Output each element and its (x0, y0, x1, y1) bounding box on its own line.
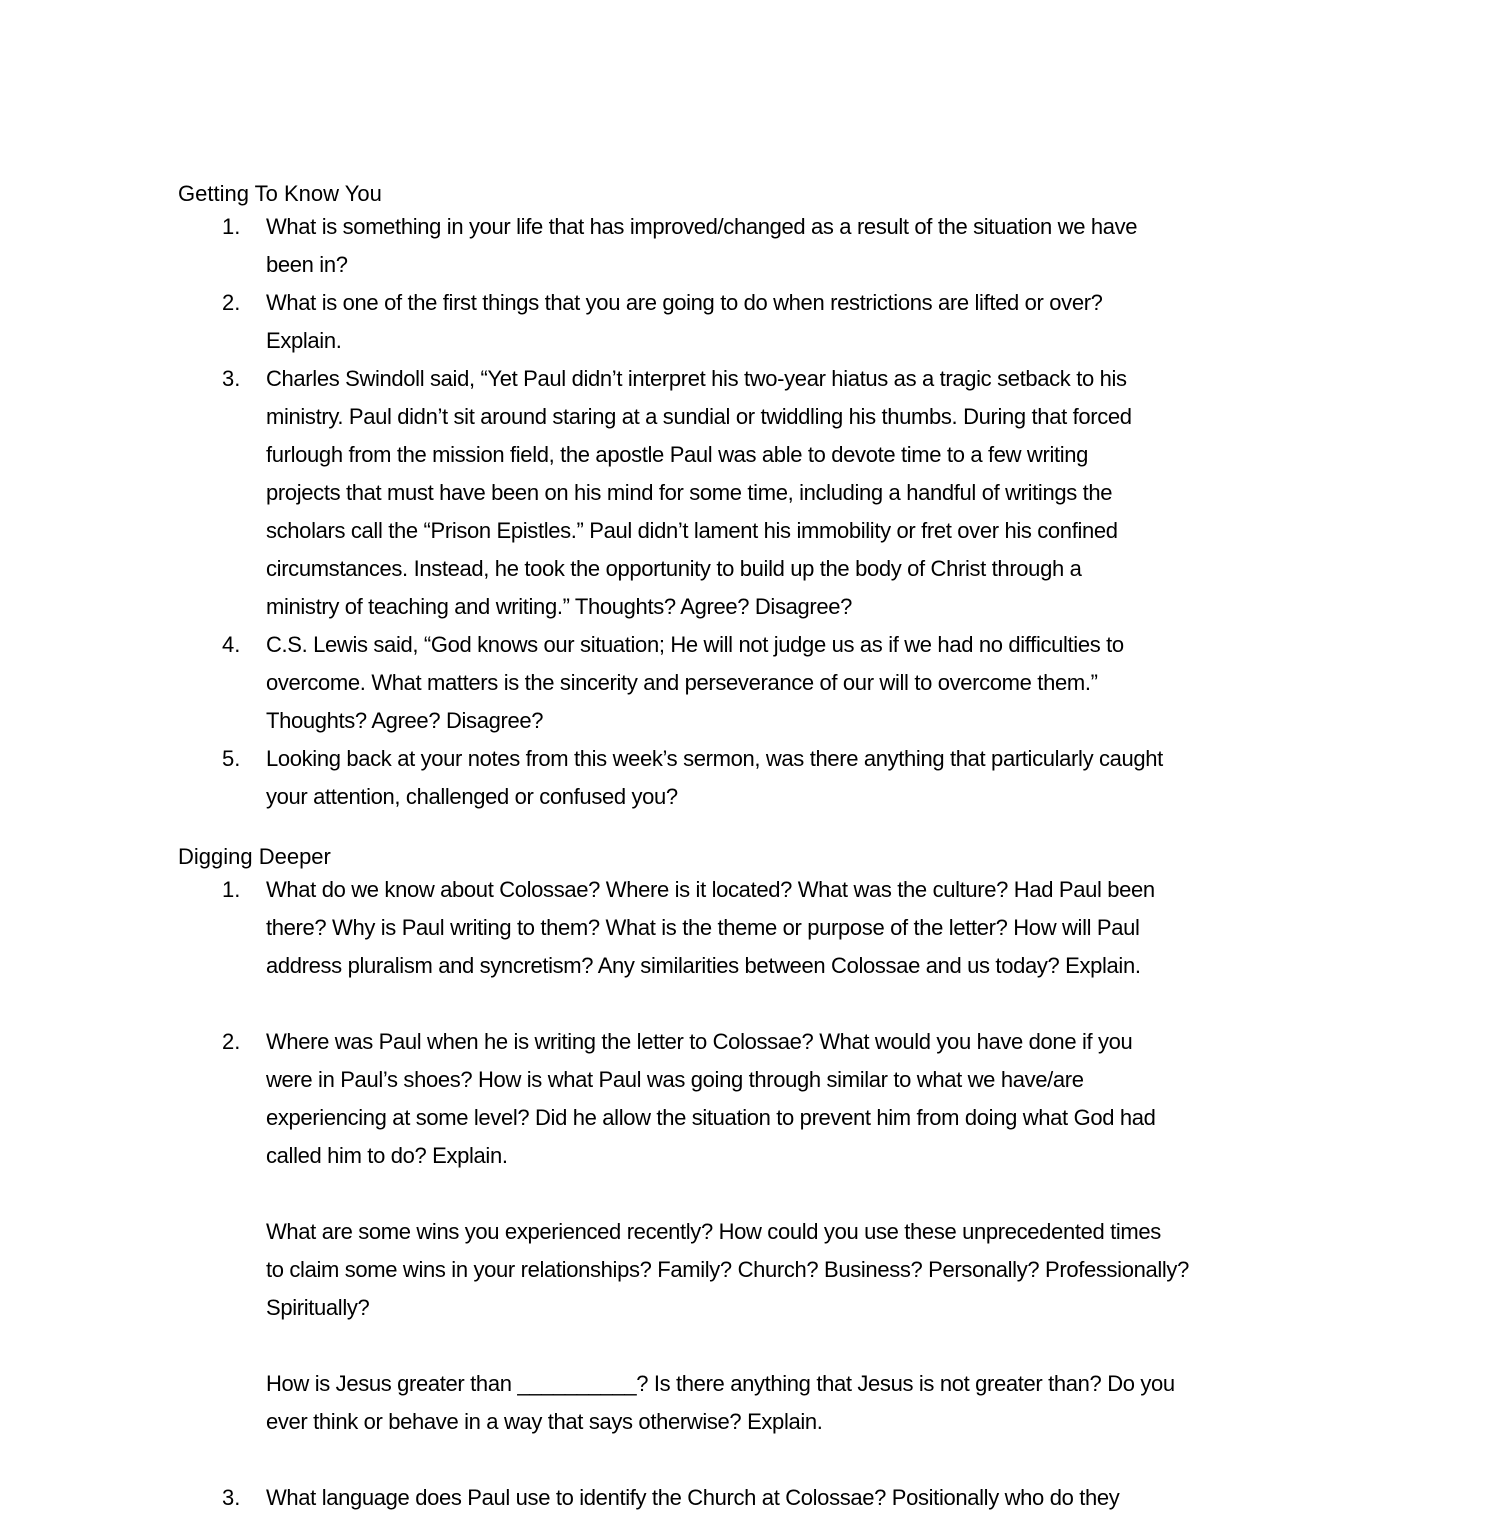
question-number: 5. (222, 746, 241, 771)
question-text-line: been in? (266, 252, 348, 277)
section-heading-digging-deeper: Digging Deeper (178, 844, 331, 869)
question-text-line: furlough from the mission field, the apostle Paul was able to devote time to a few writing (266, 442, 1089, 467)
question-item (0, 1479, 1500, 1517)
question-text-line: projects that must have been on his mind for some time, including a handful of writings the (266, 480, 1113, 505)
question-item (0, 871, 1500, 1023)
blank-line (266, 1327, 1500, 1365)
question-list-getting-to-know-you (0, 208, 1500, 816)
question-item (0, 360, 1500, 626)
question-text-line: circumstances. Instead, he took the opportunity to build up the body of Christ through a (266, 556, 1082, 581)
question-number: 2. (222, 1029, 241, 1054)
question-text-line: C.S. Lewis said, “God knows our situation; He will not judge us as if we had no difficulties to (266, 632, 1124, 657)
question-number: 4. (222, 632, 241, 657)
question-item (0, 208, 1500, 284)
question-text-line: ministry. Paul didn’t sit around staring at a sundial or twiddling his thumbs. During that forced (266, 404, 1132, 429)
question-text-line: called him to do? Explain. (266, 1143, 508, 1168)
question-text-line: Thoughts? Agree? Disagree? (266, 708, 544, 733)
question-text-line: How is Jesus greater than __________? Is there anything that Jesus is not greater than? Do you (266, 1371, 1175, 1396)
question-text-line: overcome. What matters is the sincerity and perseverance of our will to overcome them.” (266, 670, 1098, 695)
section-heading-getting-to-know-you: Getting To Know You (178, 181, 382, 206)
question-text-line: What is something in your life that has improved/changed as a result of the situation we have (266, 214, 1138, 239)
question-text-line: Looking back at your notes from this week’s sermon, was there anything that particularly caught (266, 746, 1163, 771)
question-text-line: address pluralism and syncretism? Any similarities between Colossae and us today? Explain. (266, 953, 1141, 978)
question-number: 2. (222, 290, 241, 315)
question-item (0, 1023, 1500, 1479)
question-text-line: to claim some wins in your relationships? Family? Church? Business? Personally? Professionally? (266, 1257, 1189, 1282)
question-number: 3. (222, 1485, 241, 1510)
question-text-line: scholars call the “Prison Epistles.” Paul didn’t lament his immobility or fret over his confined (266, 518, 1118, 543)
question-text-line: were in Paul’s shoes? How is what Paul was going through similar to what we have/are (266, 1067, 1084, 1092)
question-text-line: What is one of the first things that you are going to do when restrictions are lifted or over? (266, 290, 1103, 315)
question-text-line: ever think or behave in a way that says otherwise? Explain. (266, 1409, 823, 1434)
blank-line (266, 1441, 1500, 1479)
question-text-line: your attention, challenged or confused you? (266, 784, 678, 809)
question-text-line: Spiritually? (266, 1295, 370, 1320)
question-text-line: What are some wins you experienced recently? How could you use these unprecedented times (266, 1219, 1161, 1244)
question-item (0, 740, 1500, 816)
question-text-line: What language does Paul use to identify the Church at Colossae? Positionally who do they (266, 1485, 1120, 1510)
question-number: 3. (222, 366, 241, 391)
question-text-line: What do we know about Colossae? Where is it located? What was the culture? Had Paul been (266, 877, 1155, 902)
question-text-line: experiencing at some level? Did he allow the situation to prevent him from doing what God had (266, 1105, 1156, 1130)
question-number: 1. (222, 214, 241, 239)
question-number: 1. (222, 877, 241, 902)
question-item (0, 284, 1500, 360)
question-text-line: ministry of teaching and writing.” Thoughts? Agree? Disagree? (266, 594, 853, 619)
question-text-line: there? Why is Paul writing to them? What is the theme or purpose of the letter? How will Paul (266, 915, 1140, 940)
blank-line (266, 985, 1500, 1023)
question-list-digging-deeper (0, 871, 1500, 1517)
blank-line (266, 1175, 1500, 1213)
question-text-line: Charles Swindoll said, “Yet Paul didn’t interpret his two-year hiatus as a tragic setback to his (266, 366, 1127, 391)
question-text-line: Where was Paul when he is writing the letter to Colossae? What would you have done if you (266, 1029, 1133, 1054)
question-text-line: Explain. (266, 328, 342, 353)
question-item (0, 626, 1500, 740)
